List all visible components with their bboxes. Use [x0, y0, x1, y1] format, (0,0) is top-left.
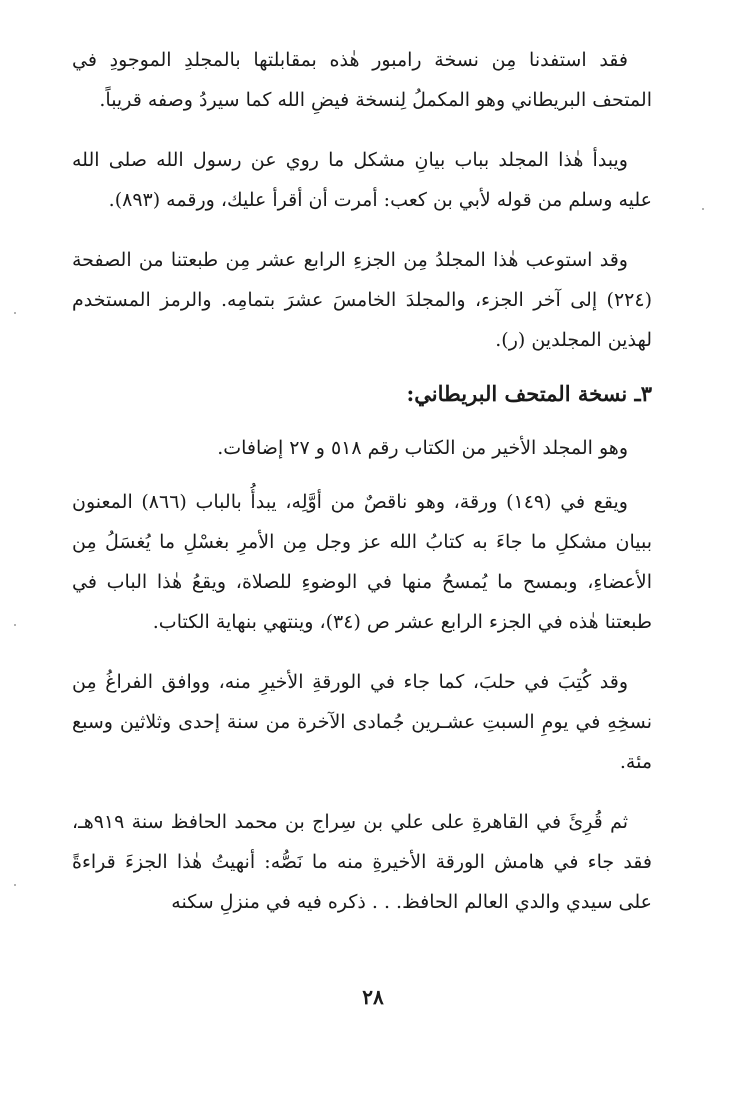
scan-speck — [14, 624, 16, 626]
scan-speck — [14, 312, 16, 314]
document-page — [72, 40, 652, 942]
paragraph-read-in-cairo: ثم قُرِئَ في القاهرةِ على علي بن سِراج بن محمد الحافظ سنة ٩١٩هـ، فقد جاء في هامش الورقة الأخيرةِ منه ما نَصُّه: أنهيتُ هٰذا الجزءَ قراءةً على سيدي والدي العالم الحافظ. . . ذكره فيه في منزلِ سكنه — [72, 811, 652, 913]
scan-speck — [14, 884, 16, 886]
paragraph-rampur-copy: فقد استفدنا مِن نسخة رامبور هٰذه بمقابلتها بالمجلدِ الموجودِ في المتحف البريطاني وهو المكملُ لِنسخة فيضِ الله كما سيردُ وصفه قريباً. — [72, 49, 652, 111]
paragraph-volume-start: ويبدأ هٰذا المجلد بباب بيانِ مشكل ما روي عن رسول الله صلى الله عليه وسلم من قوله لأبي بن كعب: أمرت أن أقرأ عليك، ورقمه (٨٩٣). — [72, 149, 652, 211]
scan-speck — [702, 208, 704, 210]
page-number: ٢٨ — [362, 985, 384, 1009]
paragraph-copied-in-aleppo: وقد كُتِبَ في حلبَ، كما جاء في الورقةِ الأخيرِ منه، ووافق الفراغُ مِن نسخِهِ في يومِ السبتِ عشـرين جُمادى الآخرة من سنة إحدى وثلاثين وسبع مئة. — [72, 671, 652, 773]
paragraph-volume-range: وقد استوعب هٰذا المجلدُ مِن الجزءِ الرابع عشر مِن طبعتنا من الصفحة (٢٢٤) إلى آخر الجزء، والمجلدَ الخامسَ عشرَ بتمامِه. والرمز المستخدم لهذين المجلدين (ر). — [72, 249, 652, 351]
section-heading: ٣ـ نسخة المتحف البريطاني: — [406, 381, 652, 406]
paragraph-folio-count: ويقع في (١٤٩) ورقة، وهو ناقصٌ من أوَّلِه، يبدأُ بالباب (٨٦٦) المعنون ببيان مشكلِ ما جاءَ به كتابُ الله عز وجل مِن الأمرِ بغسْلِ ما يُغسَلُ مِن الأعضاءِ، وبمسح ما يُمسحُ منها في الوضوءِ للصلاة، ويقعُ هٰذا الباب في طبعتنا هٰذه في الجزء الرابع عشر ص (٣٤)، وينتهي بنهاية الكتاب. — [72, 491, 652, 633]
paragraph-volume-number: وهو المجلد الأخير من الكتاب رقم ٥١٨ و ٢٧ إضافات. — [217, 437, 628, 459]
